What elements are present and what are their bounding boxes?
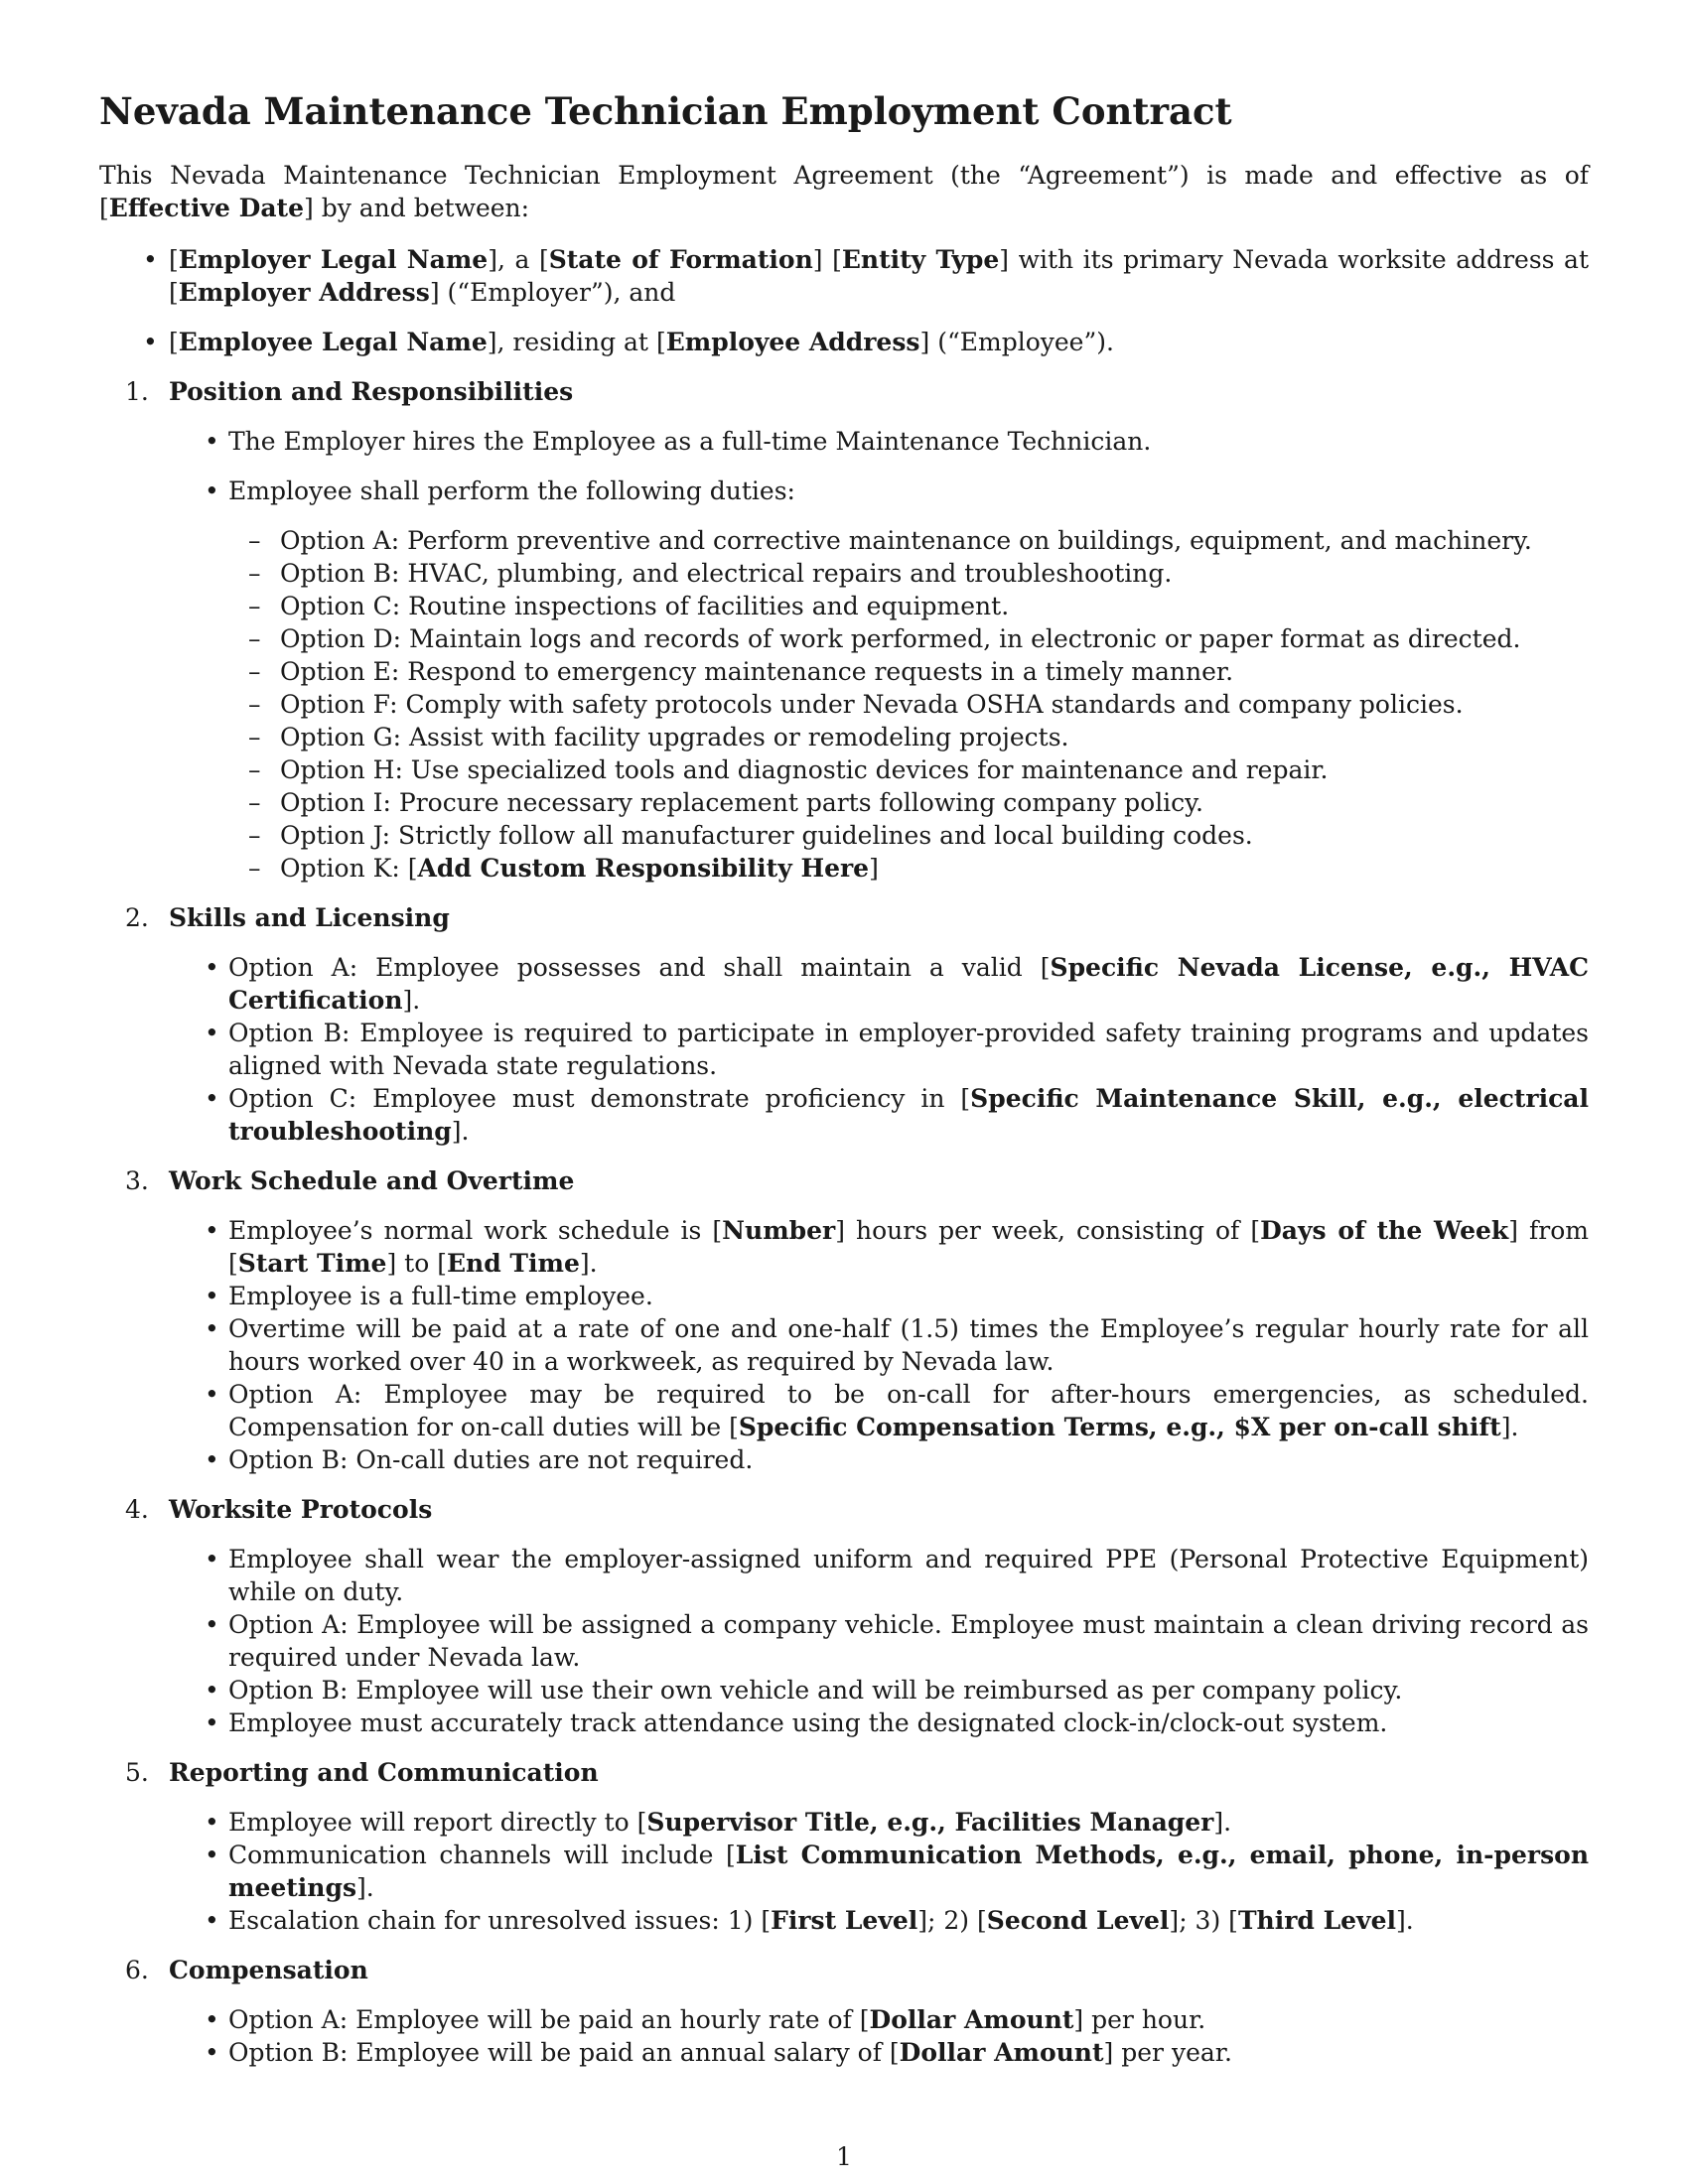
days-placeholder: Days of the Week: [1260, 1216, 1509, 1245]
list-item: • Option B: Employee will be paid an annual salary of [Dollar Amount] per year.: [169, 2036, 1589, 2069]
section-number: 5.: [125, 1758, 149, 1787]
list-item: • Option C: Employee must demonstrate proficiency in [Specific Maintenance Skill, e.g., electrical troubleshooting].: [169, 1082, 1589, 1148]
entity-type-placeholder: Entity Type: [841, 245, 1000, 274]
list-item: • Communication channels will include [List Communication Methods, e.g., email, phone, in-person meetings].: [169, 1839, 1589, 1904]
list-item: • Option A: Employee possesses and shall maintain a valid [Specific Nevada License, e.g., HVAC Certification].: [169, 951, 1589, 1017]
parties-list: [99, 243, 1589, 358]
list-item: • Option A: Employee may be required to be on-call for after-hours emergencies, as scheduled. Compensation for on-call duties will be [Specific Compensation Terms, e.g., $X per on-call shift].: [169, 1378, 1589, 1443]
section-number: 3.: [125, 1166, 149, 1195]
skill-placeholder: Specific Maintenance Skill, e.g., electrical troubleshooting: [228, 1084, 1589, 1146]
list-item: • Employee shall wear the employer-assigned uniform and required PPE (Personal Protective Equipment) while on duty.: [169, 1543, 1589, 1608]
contract-page: [99, 89, 1589, 2086]
list-item: • The Employer hires the Employee as a full-time Maintenance Technician.: [169, 425, 1589, 458]
list-item: • Employee shall perform the following duties: – Option A: Perform preventive and corrective maintenance on buildings, equipment, and machinery. – Option B: HVAC, plumbing, and electrical repairs and troubleshooting. – Option C: Routine inspections of facilities and equipment. – Option D: Maintain logs and records of work performed, in electronic or paper format as directed. – Option E: Respond to emergency maintenance requests in a timely manner. – Option F: Comply with safety protocols under Nevada OSHA standards and company policies. – Option G: Assist with facility upgrades or remodeling projects. – Option H: Use specialized tools and diagnostic devices for maintenance and repair. – Option I: Procure necessary replacement parts following company policy. – Option J: Strictly follow all manufacturer guidelines and local building codes. – Option K: [Add Custom Responsibility Here]: [169, 475, 1589, 885]
duty-option: – Option E: Respond to emergency maintenance requests in a timely manner.: [228, 655, 1589, 688]
duty-option: – Option F: Comply with safety protocols under Nevada OSHA standards and company policies.: [228, 688, 1589, 721]
communication-methods-placeholder: List Communication Methods, e.g., email, phone, in-person meetings: [228, 1841, 1590, 1902]
list-item: • Employee is a full-time employee.: [169, 1280, 1589, 1312]
list-item: • Overtime will be paid at a rate of one and one-half (1.5) times the Employee’s regular hourly rate for all hours worked over 40 in a workweek, as required by Nevada law.: [169, 1312, 1589, 1378]
list-item: • Option B: Employee is required to participate in employer-provided safety training programs and updates aligned with Nevada state regulations.: [169, 1017, 1589, 1082]
duty-option: – Option C: Routine inspections of facilities and equipment.: [228, 590, 1589, 622]
section-title: Compensation: [169, 1956, 368, 1984]
first-level-placeholder: First Level: [771, 1906, 918, 1935]
intro-paragraph: This Nevada Maintenance Technician Employment Agreement (the “Agreement”) is made and effective as of [Effective Date] by and between:: [99, 161, 1589, 222]
duty-option: – Option J: Strictly follow all manufacturer guidelines and local building codes.: [228, 819, 1589, 852]
end-time-placeholder: End Time: [446, 1249, 580, 1278]
custom-responsibility-placeholder: Add Custom Responsibility Here: [417, 854, 870, 883]
list-item: • Employee’s normal work schedule is [Number] hours per week, consisting of [Days of the Week] from [Start Time] to [End Time].: [169, 1214, 1589, 1280]
section-worksite: [99, 1493, 1589, 1739]
hourly-rate-placeholder: Dollar Amount: [869, 2005, 1074, 2034]
duties-options-list: [228, 524, 1589, 885]
list-item: • Option B: On-call duties are not required.: [169, 1443, 1589, 1476]
list-item: • Escalation chain for unresolved issues: 1) [First Level]; 2) [Second Level]; 3) [Third Level].: [169, 1904, 1589, 1937]
supervisor-placeholder: Supervisor Title, e.g., Facilities Manager: [646, 1808, 1214, 1837]
duty-option: – Option D: Maintain logs and records of work performed, in electronic or paper format as directed.: [228, 622, 1589, 655]
section-position: [99, 375, 1589, 885]
third-level-placeholder: Third Level: [1237, 1906, 1396, 1935]
section-number: 2.: [125, 903, 149, 932]
section-title: Worksite Protocols: [169, 1495, 433, 1524]
list-item: • Employee will report directly to [Supervisor Title, e.g., Facilities Manager].: [169, 1806, 1589, 1839]
employer-name-placeholder: Employer Legal Name: [178, 245, 489, 274]
employee-name-placeholder: Employee Legal Name: [178, 328, 488, 356]
duty-option: – Option A: Perform preventive and corrective maintenance on buildings, equipment, and machinery.: [228, 524, 1589, 557]
section-number: 6.: [125, 1956, 149, 1984]
second-level-placeholder: Second Level: [986, 1906, 1170, 1935]
employer-address-placeholder: Employer Address: [178, 278, 430, 307]
list-item: • Option A: Employee will be assigned a company vehicle. Employee must maintain a clean driving record as required under Nevada law.: [169, 1608, 1589, 1674]
document-title: Nevada Maintenance Technician Employment Contract: [99, 89, 1232, 133]
effective-date-placeholder: Effective Date: [108, 194, 304, 222]
section-title: Reporting and Communication: [169, 1758, 599, 1787]
section-schedule: [99, 1164, 1589, 1476]
hours-number-placeholder: Number: [722, 1216, 836, 1245]
duty-option: – Option B: HVAC, plumbing, and electrical repairs and troubleshooting.: [228, 557, 1589, 590]
duty-option: – Option H: Use specialized tools and diagnostic devices for maintenance and repair.: [228, 753, 1589, 786]
on-call-compensation-placeholder: Specific Compensation Terms, e.g., $X per on-call shift: [738, 1413, 1501, 1441]
section-title: Work Schedule and Overtime: [169, 1166, 575, 1195]
section-title: Position and Responsibilities: [169, 377, 574, 406]
section-reporting: [99, 1756, 1589, 1937]
section-skills: [99, 901, 1589, 1148]
section-compensation: [99, 1954, 1589, 2069]
license-placeholder: Specific Nevada License, e.g., HVAC Certification: [228, 953, 1589, 1015]
list-item: • Option A: Employee will be paid an hourly rate of [Dollar Amount] per hour.: [169, 2003, 1589, 2036]
page-number: 1: [836, 2142, 852, 2171]
party-employee: • [Employee Legal Name], residing at [Employee Address] (“Employee”).: [99, 326, 1589, 358]
employee-address-placeholder: Employee Address: [665, 328, 920, 356]
duty-option: – Option I: Procure necessary replacement parts following company policy.: [228, 786, 1589, 819]
section-number: 4.: [125, 1495, 149, 1524]
section-number: 1.: [125, 377, 149, 406]
duty-option: – Option K: [Add Custom Responsibility Here]: [228, 852, 1589, 885]
section-title: Skills and Licensing: [169, 903, 450, 932]
duty-option: – Option G: Assist with facility upgrades or remodeling projects.: [228, 721, 1589, 753]
state-of-formation-placeholder: State of Formation: [548, 245, 813, 274]
annual-salary-placeholder: Dollar Amount: [899, 2038, 1104, 2067]
party-employer: • [Employer Legal Name], a [State of Formation] [Entity Type] with its primary Nevada worksite address at [Employer Address] (“Employer”), and: [99, 243, 1589, 309]
sections-list: [99, 375, 1589, 2069]
list-item: • Option B: Employee will use their own vehicle and will be reimbursed as per company policy.: [169, 1674, 1589, 1706]
list-item: • Employee must accurately track attendance using the designated clock-in/clock-out system.: [169, 1706, 1589, 1739]
start-time-placeholder: Start Time: [237, 1249, 387, 1278]
